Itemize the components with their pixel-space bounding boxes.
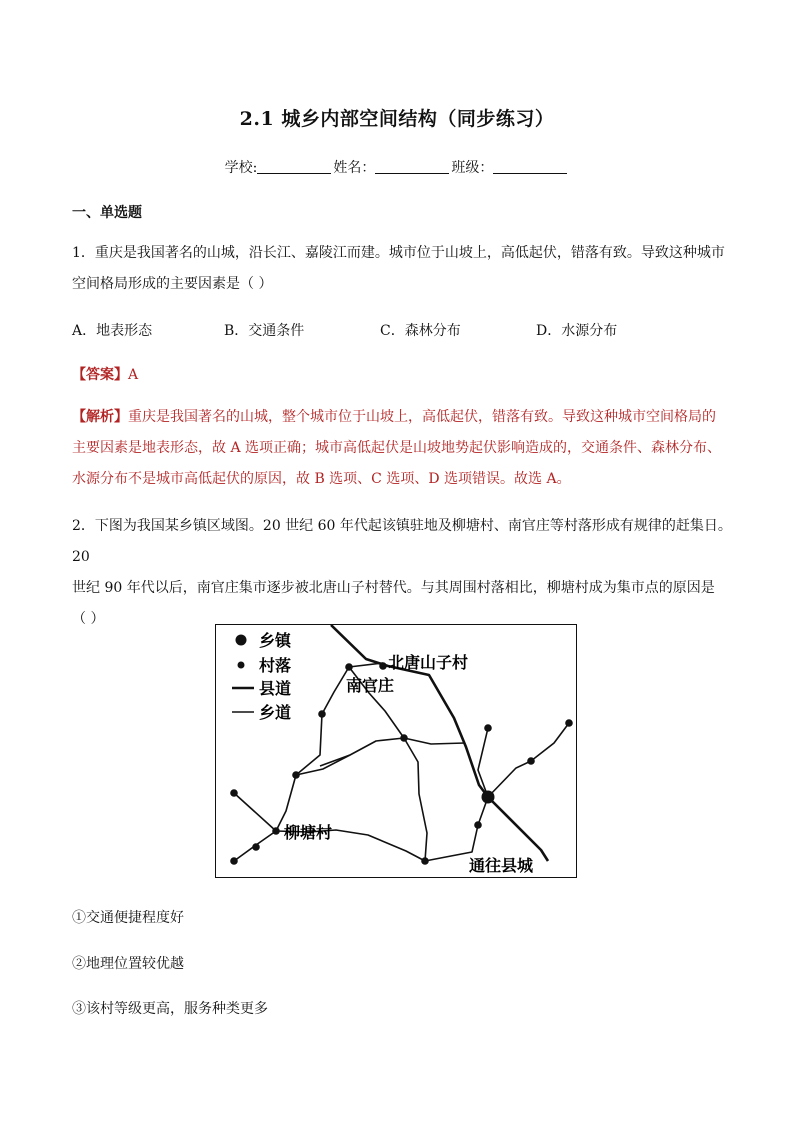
- village-dot: [421, 857, 429, 865]
- answer-label: 【答案】: [72, 367, 128, 383]
- question-2-line-3: （ ）: [72, 611, 105, 627]
- student-info-line: [0, 157, 794, 177]
- village-nanguanzhuang: [345, 663, 353, 671]
- analysis-label: 【解析】: [72, 409, 128, 425]
- question-1-stem: [72, 238, 732, 300]
- village-dot: [565, 719, 573, 727]
- village-dot: [527, 757, 535, 765]
- option-d[interactable]: D．水源分布: [536, 323, 618, 339]
- question-1-line-1: 1．重庆是我国著名的山城，沿长江、嘉陵江而建。城市位于山坡上，高低起伏，错落有致。导致这种城市: [72, 245, 725, 261]
- village-dot: [252, 843, 260, 851]
- road-middle-cross: [320, 738, 465, 766]
- school-blank[interactable]: [257, 159, 331, 174]
- village-dot: [292, 771, 300, 779]
- road-nanguan-south: [349, 667, 427, 861]
- legend-village-label: 村落: [259, 656, 292, 675]
- statement-2: ②地理位置较优越: [72, 956, 184, 972]
- village-dot: [400, 734, 408, 742]
- label-beitangshanzi: 北唐山子村: [388, 653, 469, 672]
- class-label: 班级：: [451, 160, 494, 176]
- question-1-line-2: 空间格局形成的主要因素是（ ）: [72, 276, 273, 292]
- village-dot: [230, 857, 238, 865]
- analysis-line-2: 主要因素是地表形态，故 A 选项正确；城市高低起伏是山坡地势起伏影响造成的，交通条件、森林分布、: [72, 440, 722, 456]
- option-a[interactable]: A．地表形态: [72, 323, 153, 339]
- analysis-line-1: 重庆是我国著名的山城，整个城市位于山坡上，高低起伏，错落有致。导致这种城市空间格局的: [128, 409, 716, 425]
- village-liutang: [272, 827, 280, 835]
- township-seat: [482, 791, 495, 804]
- village-dot: [474, 821, 482, 829]
- question-2-stem: [72, 511, 732, 635]
- township-map: [215, 624, 577, 878]
- question-1-options: [72, 320, 617, 340]
- village-dot: [484, 724, 492, 732]
- section-heading: 一、单选题: [72, 205, 142, 221]
- question-2-line-2: 世纪 90 年代以后，南官庄集市逐步被北唐山子村替代。与其周围村落相比，柳塘村成为集市点的原因是: [72, 580, 715, 596]
- name-blank[interactable]: [375, 159, 449, 174]
- option-c[interactable]: C．森林分布: [380, 323, 461, 339]
- label-liutang: 柳塘村: [284, 823, 333, 842]
- legend-village-icon: [238, 662, 245, 669]
- map-svg: [216, 625, 576, 877]
- school-label: 学校:: [224, 160, 258, 176]
- answer-value: A: [128, 367, 139, 383]
- class-blank[interactable]: [493, 159, 567, 174]
- option-b[interactable]: B．交通条件: [224, 323, 305, 339]
- road-liutang-north: [234, 793, 276, 831]
- legend-county-road-label: 县道: [259, 679, 292, 698]
- statement-1: ①交通便捷程度好: [72, 910, 184, 926]
- answer: [72, 364, 138, 384]
- legend-town-label: 乡镇: [259, 631, 292, 650]
- analysis-line-3: 水源分布不是城市高低起伏的原因，故 B 选项、C 选项、D 选项错误。故选 A。: [72, 471, 571, 487]
- name-label: 姓名：: [333, 160, 376, 176]
- legend-town-icon: [236, 635, 247, 646]
- analysis: [72, 402, 732, 495]
- village-beitangshanzi: [379, 662, 387, 670]
- page-title: 2.1 城乡内部空间结构（同步练习）: [239, 108, 555, 130]
- label-to-county: 通往县城: [469, 856, 534, 875]
- village-dot: [230, 789, 238, 797]
- label-nanguanzhuang: 南官庄: [346, 676, 395, 695]
- statement-3: ③该村等级更高，服务种类更多: [72, 1001, 268, 1017]
- question-2-line-1: 2．下图为我国某乡镇区域图。20 世纪 60 年代起该镇驻地及柳塘村、南官庄等村落形成有规律的赶集日。20: [72, 518, 732, 565]
- legend-township-road-label: 乡道: [259, 703, 292, 722]
- village-dot: [318, 710, 326, 718]
